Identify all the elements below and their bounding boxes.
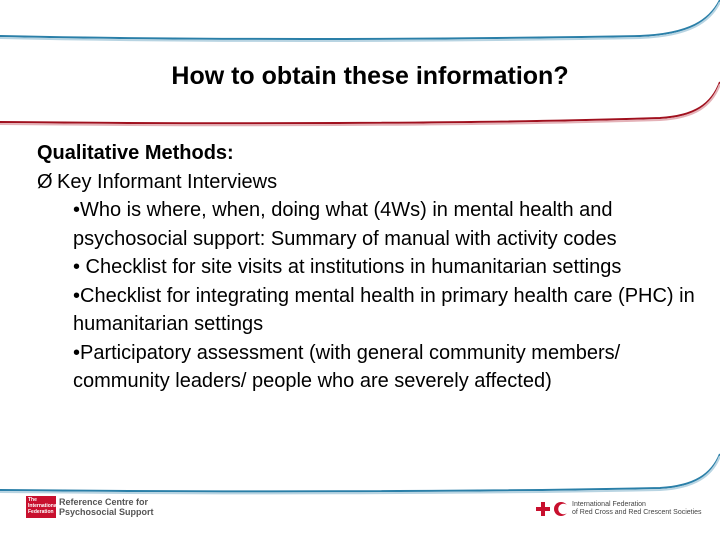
reference-centre-logo bbox=[26, 496, 154, 518]
ifrc-line2: of Red Cross and Red Crescent Societies bbox=[572, 509, 702, 516]
arrow-bullet-icon: Ø bbox=[37, 170, 53, 193]
red-crescent-icon bbox=[554, 502, 568, 516]
slide-content bbox=[37, 139, 697, 396]
reference-centre-line2: Psychosocial Support bbox=[59, 507, 154, 517]
reference-centre-text bbox=[59, 497, 154, 517]
list-item: •Checklist for integrating mental health in primary health care (PHC) in humanitarian settings bbox=[73, 284, 695, 335]
top-wave-shade bbox=[0, 2, 720, 41]
bottom-blue-line bbox=[0, 454, 720, 491]
list-item: •Who is where, when, doing what (4Ws) in mental health and psychosocial support: Summary of manual with activity codes bbox=[73, 199, 617, 250]
ifrc-line1: International Federation bbox=[572, 501, 646, 508]
slide-title: How to obtain these information? bbox=[171, 62, 569, 90]
method-row bbox=[37, 168, 697, 197]
top-wave-line bbox=[0, 0, 720, 39]
ifrc-logo bbox=[536, 501, 702, 517]
list-item: • Checklist for site visits at institutions in humanitarian settings bbox=[73, 256, 622, 278]
list-item: •Participatory assessment (with general community members/ community leaders/ people who are severely affected) bbox=[73, 341, 621, 392]
section-heading: Qualitative Methods: bbox=[37, 142, 234, 164]
method-label: Key Informant Interviews bbox=[57, 170, 278, 193]
reference-centre-badge: The International Federation bbox=[26, 496, 56, 518]
bottom-blue-shade bbox=[0, 456, 720, 493]
red-cross-icon bbox=[536, 502, 550, 516]
ifrc-text bbox=[572, 501, 702, 517]
reference-centre-line1: Reference Centre for bbox=[59, 497, 149, 507]
